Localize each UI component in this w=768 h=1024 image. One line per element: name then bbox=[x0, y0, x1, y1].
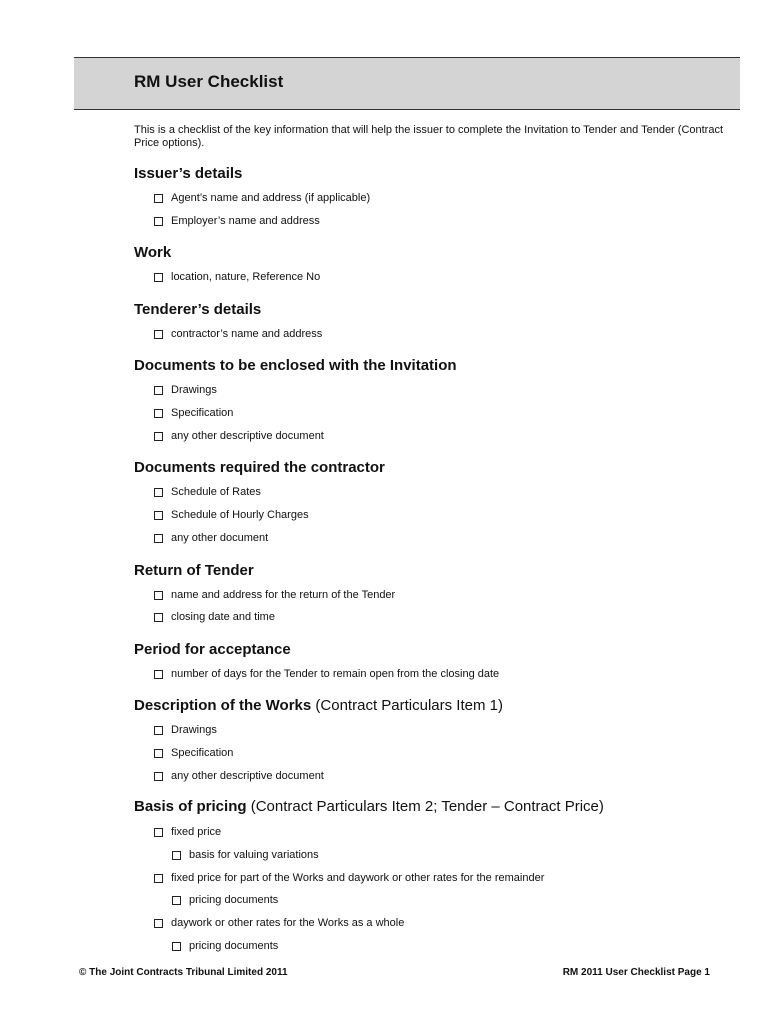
checklist-item-label: Schedule of Hourly Charges bbox=[171, 509, 309, 521]
checkbox[interactable] bbox=[154, 919, 163, 928]
checklist-item-label: name and address for the return of the Tender bbox=[171, 589, 396, 601]
checklist-item-label: Employer’s name and address bbox=[171, 215, 320, 227]
checklist-item[interactable] bbox=[154, 429, 324, 443]
checkbox[interactable] bbox=[172, 851, 181, 860]
checkbox[interactable] bbox=[154, 432, 163, 441]
checklist-item-label: closing date and time bbox=[171, 611, 275, 623]
checkbox[interactable] bbox=[154, 273, 163, 282]
section-heading-description-of-works: Description of the Works (Contract Particulars Item 1) bbox=[134, 697, 503, 714]
section-heading-tenderers-details: Tenderer’s details bbox=[134, 301, 262, 318]
checklist-item-label: Agent’s name and address (if applicable) bbox=[171, 192, 371, 204]
checkbox[interactable] bbox=[154, 874, 163, 883]
checklist-item[interactable] bbox=[154, 825, 221, 839]
checklist-item-label: any other document bbox=[171, 532, 269, 544]
checklist-item[interactable] bbox=[154, 508, 309, 522]
checklist-item[interactable] bbox=[154, 588, 395, 602]
checklist-item[interactable] bbox=[154, 746, 233, 760]
checklist-item-label: Specification bbox=[171, 407, 234, 419]
checkbox[interactable] bbox=[154, 386, 163, 395]
checkbox[interactable] bbox=[154, 591, 163, 600]
checklist-item[interactable] bbox=[154, 270, 320, 284]
section-heading-return-of-tender: Return of Tender bbox=[134, 562, 254, 579]
checklist-item-label: number of days for the Tender to remain open from the closing date bbox=[171, 668, 500, 680]
checkbox[interactable] bbox=[154, 670, 163, 679]
checklist-item-label: pricing documents bbox=[189, 940, 279, 952]
checklist-item-label: Drawings bbox=[171, 724, 217, 736]
footer-page-label: RM 2011 User Checklist Page 1 bbox=[562, 967, 710, 978]
checkbox[interactable] bbox=[154, 613, 163, 622]
checklist-item[interactable] bbox=[154, 214, 320, 228]
checklist-item[interactable] bbox=[154, 916, 404, 930]
section-heading-work: Work bbox=[134, 244, 172, 261]
checklist-item-label: basis for valuing variations bbox=[189, 849, 319, 861]
checkbox[interactable] bbox=[154, 749, 163, 758]
checklist-item-label: Schedule of Rates bbox=[171, 486, 261, 498]
checklist-item-label: Drawings bbox=[171, 384, 217, 396]
checklist-item[interactable] bbox=[154, 610, 275, 624]
checklist-item-label: fixed price for part of the Works and daywork or other rates for the remainder bbox=[171, 872, 545, 884]
checklist-item-label: Specification bbox=[171, 747, 234, 759]
page-title: RM User Checklist bbox=[134, 72, 284, 91]
checkbox[interactable] bbox=[172, 896, 181, 905]
section-heading-period-for-acceptance: Period for acceptance bbox=[134, 641, 291, 658]
checklist-subitem[interactable] bbox=[172, 893, 278, 907]
checklist-item-label: any other descriptive document bbox=[171, 770, 324, 782]
section-heading-documents-required: Documents required the contractor bbox=[134, 459, 385, 476]
checklist-item-label: any other descriptive document bbox=[171, 430, 324, 442]
section-heading-issuers-details: Issuer’s details bbox=[134, 165, 243, 182]
checklist-item[interactable] bbox=[154, 406, 233, 420]
footer-copyright: © The Joint Contracts Tribunal Limited 2011 bbox=[79, 967, 288, 978]
checklist-item[interactable] bbox=[154, 723, 217, 737]
checklist-subitem[interactable] bbox=[172, 939, 278, 953]
checkbox[interactable] bbox=[154, 772, 163, 781]
checklist-item[interactable] bbox=[154, 769, 324, 783]
checkbox[interactable] bbox=[154, 409, 163, 418]
checkbox[interactable] bbox=[154, 511, 163, 520]
checklist-item[interactable] bbox=[154, 531, 268, 545]
intro-paragraph: This is a checklist of the key information that will help the issuer to complete the Invitation to Tender and Tender (Contract Price options). bbox=[134, 124, 724, 149]
checklist-item-label: fixed price bbox=[171, 826, 222, 838]
checklist-item[interactable] bbox=[154, 667, 499, 681]
checkbox[interactable] bbox=[154, 828, 163, 837]
checkbox[interactable] bbox=[154, 488, 163, 497]
checkbox[interactable] bbox=[172, 942, 181, 951]
checklist-item[interactable] bbox=[154, 383, 217, 397]
checklist-subitem[interactable] bbox=[172, 848, 319, 862]
checklist-item[interactable] bbox=[154, 191, 370, 205]
checkbox[interactable] bbox=[154, 726, 163, 735]
checklist-item[interactable] bbox=[154, 485, 261, 499]
checklist-item-label: contractor’s name and address bbox=[171, 328, 323, 340]
checkbox[interactable] bbox=[154, 534, 163, 543]
checklist-item-label: daywork or other rates for the Works as a whole bbox=[171, 917, 405, 929]
checklist-item[interactable] bbox=[154, 871, 544, 885]
section-heading-basis-of-pricing: Basis of pricing (Contract Particulars Item 2; Tender – Contract Price) bbox=[134, 798, 604, 815]
checkbox[interactable] bbox=[154, 194, 163, 203]
section-heading-documents-enclosed: Documents to be enclosed with the Invitation bbox=[134, 357, 457, 374]
checklist-item-label: location, nature, Reference No bbox=[171, 271, 321, 283]
checklist-item-label: pricing documents bbox=[189, 894, 279, 906]
checklist-item[interactable] bbox=[154, 327, 322, 341]
checkbox[interactable] bbox=[154, 217, 163, 226]
checkbox[interactable] bbox=[154, 330, 163, 339]
